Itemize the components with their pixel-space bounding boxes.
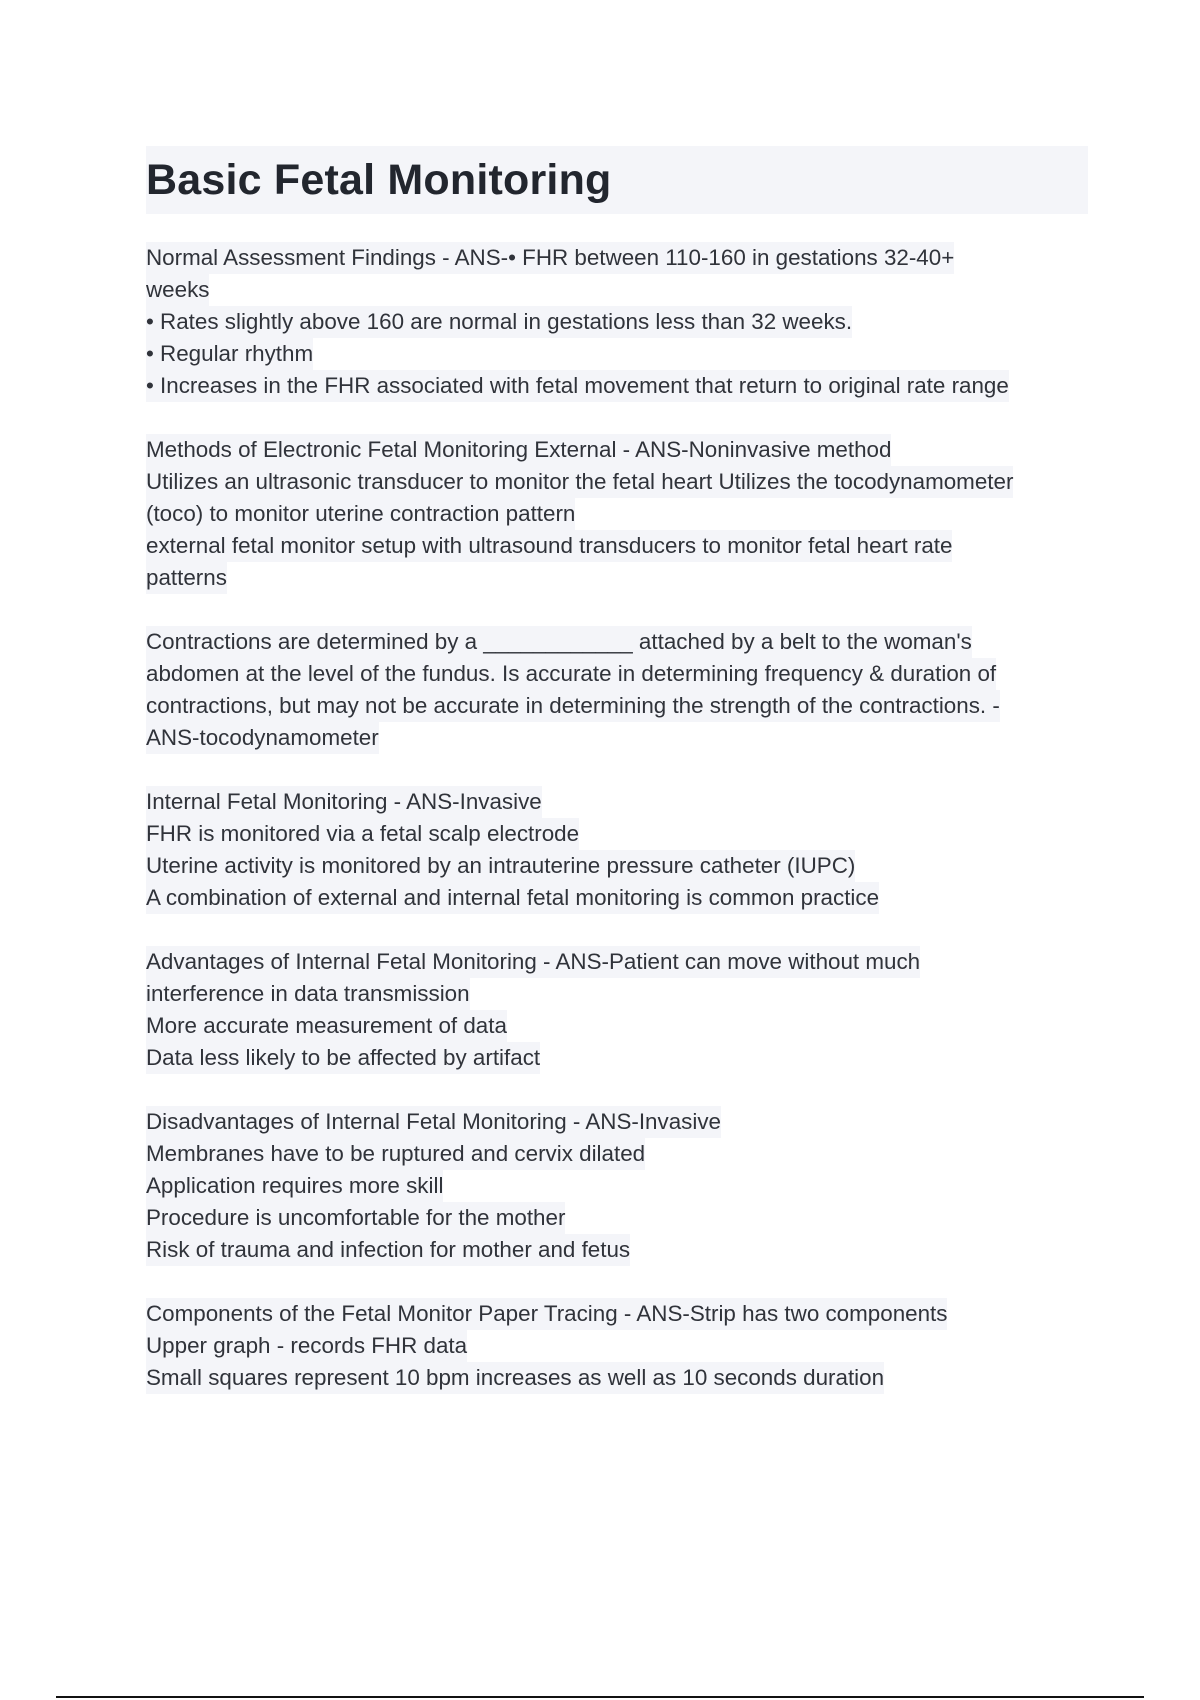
text-line-row (146, 626, 1088, 658)
text-line: Internal Fetal Monitoring - ANS-Invasive (146, 786, 542, 818)
text-line: Data less likely to be affected by artifact (146, 1042, 540, 1074)
text-line: • Regular rhythm (146, 338, 313, 370)
document-page (146, 146, 1088, 1426)
text-line: contractions, but may not be accurate in determining the strength of the contractions. - (146, 690, 1000, 722)
text-line-row (146, 498, 1088, 530)
text-line: Risk of trauma and infection for mother and fetus (146, 1234, 630, 1266)
flashcard (146, 946, 1088, 1074)
text-line-row (146, 370, 1088, 402)
text-line: Uterine activity is monitored by an intrauterine pressure catheter (IUPC) (146, 850, 855, 882)
text-line-row (146, 338, 1088, 370)
text-line: More accurate measurement of data (146, 1010, 507, 1042)
text-line: Normal Assessment Findings - ANS-• FHR between 110-160 in gestations 32-40+ (146, 242, 954, 274)
text-line-row (146, 1106, 1088, 1138)
text-line: patterns (146, 562, 227, 594)
text-line-row (146, 818, 1088, 850)
text-line: weeks (146, 274, 209, 306)
title-banner (146, 146, 1088, 214)
text-line-row (146, 1330, 1088, 1362)
text-line-row (146, 1170, 1088, 1202)
text-line-row (146, 1042, 1088, 1074)
text-line-row (146, 786, 1088, 818)
text-line: Membranes have to be ruptured and cervix dilated (146, 1138, 645, 1170)
text-line: Contractions are determined by a ____________ attached by a belt to the woman's (146, 626, 972, 658)
text-line-row (146, 978, 1088, 1010)
text-line: (toco) to monitor uterine contraction pattern (146, 498, 575, 530)
text-line-row (146, 690, 1088, 722)
flashcard (146, 786, 1088, 914)
text-line-row (146, 722, 1088, 754)
text-line-row (146, 1138, 1088, 1170)
text-line-row (146, 1234, 1088, 1266)
text-line: abdomen at the level of the fundus. Is accurate in determining frequency & duration of (146, 658, 996, 690)
flashcard-list (146, 242, 1088, 1394)
text-line-row (146, 562, 1088, 594)
flashcard (146, 1298, 1088, 1394)
text-line-row (146, 1010, 1088, 1042)
footer-divider (56, 1696, 1144, 1698)
text-line: Advantages of Internal Fetal Monitoring - ANS-Patient can move without much (146, 946, 920, 978)
text-line: Methods of Electronic Fetal Monitoring External - ANS-Noninvasive method (146, 434, 891, 466)
text-line: Upper graph - records FHR data (146, 1330, 467, 1362)
text-line-row (146, 306, 1088, 338)
flashcard (146, 242, 1088, 402)
text-line: Small squares represent 10 bpm increases as well as 10 seconds duration (146, 1362, 884, 1394)
text-line-row (146, 1298, 1088, 1330)
text-line: Disadvantages of Internal Fetal Monitoring - ANS-Invasive (146, 1106, 721, 1138)
flashcard (146, 626, 1088, 754)
text-line: ANS-tocodynamometer (146, 722, 379, 754)
text-line: • Rates slightly above 160 are normal in gestations less than 32 weeks. (146, 306, 852, 338)
text-line: FHR is monitored via a fetal scalp electrode (146, 818, 579, 850)
text-line: • Increases in the FHR associated with fetal movement that return to original rate range (146, 370, 1009, 402)
text-line-row (146, 850, 1088, 882)
text-line: external fetal monitor setup with ultrasound transducers to monitor fetal heart rate (146, 530, 952, 562)
text-line-row (146, 1362, 1088, 1394)
text-line: Utilizes an ultrasonic transducer to monitor the fetal heart Utilizes the tocodynamometer (146, 466, 1013, 498)
text-line: Procedure is uncomfortable for the mother (146, 1202, 565, 1234)
text-line-row (146, 1202, 1088, 1234)
text-line-row (146, 466, 1088, 498)
flashcard (146, 434, 1088, 594)
text-line-row (146, 274, 1088, 306)
text-line-row (146, 946, 1088, 978)
text-line: Components of the Fetal Monitor Paper Tracing - ANS-Strip has two components (146, 1298, 947, 1330)
text-line-row (146, 242, 1088, 274)
text-line-row (146, 530, 1088, 562)
text-line-row (146, 882, 1088, 914)
text-line: interference in data transmission (146, 978, 470, 1010)
text-line: A combination of external and internal fetal monitoring is common practice (146, 882, 879, 914)
flashcard (146, 1106, 1088, 1266)
text-line-row (146, 658, 1088, 690)
text-line-row (146, 434, 1088, 466)
text-line: Application requires more skill (146, 1170, 443, 1202)
page-title: Basic Fetal Monitoring (146, 155, 612, 204)
